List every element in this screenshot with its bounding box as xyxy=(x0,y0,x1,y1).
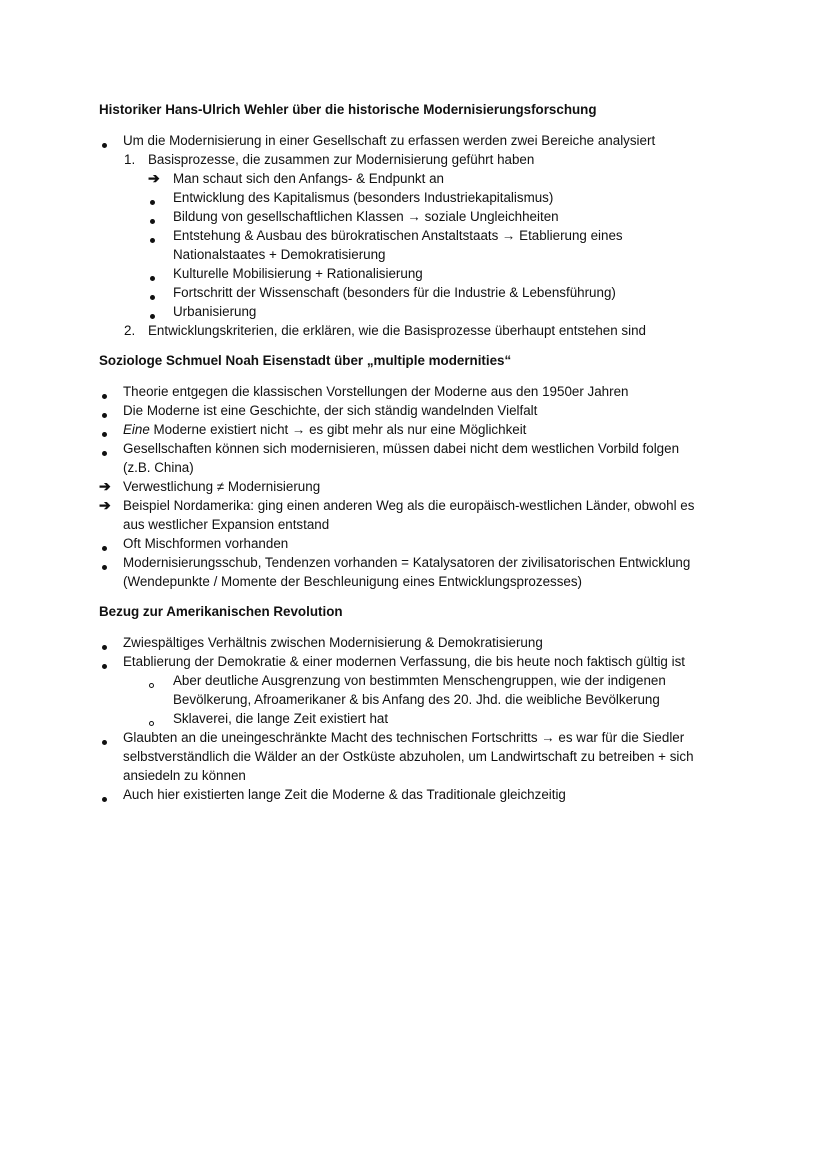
list-item-continuation: (Wendepunkte / Momente der Beschleunigung eines Entwicklungsprozesses) xyxy=(123,574,583,589)
list-item-continuation: Bevölkerung, Afroamerikaner & bis Anfang des 20. Jhd. die weibliche Bevölkerung xyxy=(173,692,660,707)
list-item: Oft Mischformen vorhanden xyxy=(123,536,289,551)
list-item-continuation: Nationalstaates + Demokratisierung xyxy=(173,247,386,262)
section-heading-wehler: Historiker Hans-Ulrich Wehler über die historische Modernisierungsforschung xyxy=(99,102,597,117)
list-item: Theorie entgegen die klassischen Vorstellungen der Moderne aus den 1950er Jahren xyxy=(123,384,629,399)
list-item: Sklaverei, die lange Zeit existiert hat xyxy=(173,711,389,726)
sub-bullet xyxy=(149,683,154,688)
list-item: Die Moderne ist eine Geschichte, der sich ständig wandelnden Vielfalt xyxy=(123,403,538,418)
sub-bullet xyxy=(149,721,154,726)
bullet xyxy=(102,645,107,650)
bullet xyxy=(102,143,107,148)
list-item: Etablierung der Demokratie & einer modernen Verfassung, die bis heute noch faktisch gültig ist xyxy=(123,654,685,669)
list-item: Fortschritt der Wissenschaft (besonders für die Industrie & Lebensführung) xyxy=(173,285,616,300)
list-item: Zwiespältiges Verhältnis zwischen Modernisierung & Demokratisierung xyxy=(123,635,543,650)
arrow-right-icon: ➔ xyxy=(99,497,111,513)
bullet xyxy=(102,797,107,802)
bullet xyxy=(102,394,107,399)
list-item: Gesellschaften können sich modernisieren, müssen dabei nicht dem westlichen Vorbild folgen xyxy=(123,441,680,456)
list-item: Man schaut sich den Anfangs- & Endpunkt an xyxy=(173,171,444,186)
bullet xyxy=(102,565,107,570)
section-heading-eisenstadt: Soziologe Schmuel Noah Eisenstadt über „multiple modernities“ xyxy=(99,353,512,368)
list-item: Urbanisierung xyxy=(173,304,257,319)
arrow-right-icon: ➔ xyxy=(99,478,111,494)
bullet xyxy=(150,219,155,224)
list-item-continuation: aus westlicher Expansion entstand xyxy=(123,517,330,532)
bullet xyxy=(150,200,155,205)
bullet xyxy=(150,314,155,319)
list-item: Modernisierungsschub, Tendenzen vorhanden = Katalysatoren der zivilisatorischen Entwicklung xyxy=(123,555,691,570)
bullet xyxy=(102,546,107,551)
list-item: Aber deutliche Ausgrenzung von bestimmten Menschengruppen, wie der indigenen xyxy=(173,673,666,688)
bullet xyxy=(150,276,155,281)
bullet xyxy=(150,295,155,300)
bullet xyxy=(150,238,155,243)
list-item: Basisprozesse, die zusammen zur Modernisierung geführt haben xyxy=(148,152,535,167)
list-item: Um die Modernisierung in einer Gesellschaft zu erfassen werden zwei Bereiche analysiert xyxy=(123,133,656,148)
arrow-right-icon: ➔ xyxy=(148,170,160,186)
list-item: Entwicklung des Kapitalismus (besonders Industriekapitalismus) xyxy=(173,190,554,205)
list-item: Verwestlichung ≠ Modernisierung xyxy=(123,479,321,494)
bullet xyxy=(102,413,107,418)
section-heading-amerikanische-revolution: Bezug zur Amerikanischen Revolution xyxy=(99,604,343,619)
list-item: Bildung von gesellschaftlichen Klassen → soziale Ungleichheiten xyxy=(173,209,559,224)
bullet xyxy=(102,740,107,745)
list-number: 2. xyxy=(124,323,136,338)
list-item-continuation: ansiedeln zu können xyxy=(123,768,246,783)
list-item: Auch hier existierten lange Zeit die Moderne & das Traditionale gleichzeitig xyxy=(123,787,566,802)
bullet xyxy=(102,664,107,669)
list-number: 1. xyxy=(124,152,136,167)
list-item: Eine Moderne existiert nicht → es gibt mehr als nur eine Möglichkeit xyxy=(123,422,527,437)
list-item-continuation: (z.B. China) xyxy=(123,460,194,475)
list-item: Entwicklungskriterien, die erklären, wie die Basisprozesse überhaupt entstehen sind xyxy=(148,323,646,338)
bullet xyxy=(102,451,107,456)
list-item: Entstehung & Ausbau des bürokratischen Anstaltstaats → Etablierung eines xyxy=(173,228,623,243)
emphasis-eine: Eine xyxy=(123,422,150,437)
list-item: Kulturelle Mobilisierung + Rationalisierung xyxy=(173,266,423,281)
list-item: Glaubten an die uneingeschränkte Macht des technischen Fortschritts → es war für die Siedler xyxy=(123,730,685,745)
list-item: Beispiel Nordamerika: ging einen anderen Weg als die europäisch-westlichen Länder, obwohl es xyxy=(123,498,695,513)
bullet xyxy=(102,432,107,437)
list-item-continuation: selbstverständlich die Wälder an der Ostküste abzuholen, um Landwirtschaft zu betreiben + sich xyxy=(123,749,694,764)
